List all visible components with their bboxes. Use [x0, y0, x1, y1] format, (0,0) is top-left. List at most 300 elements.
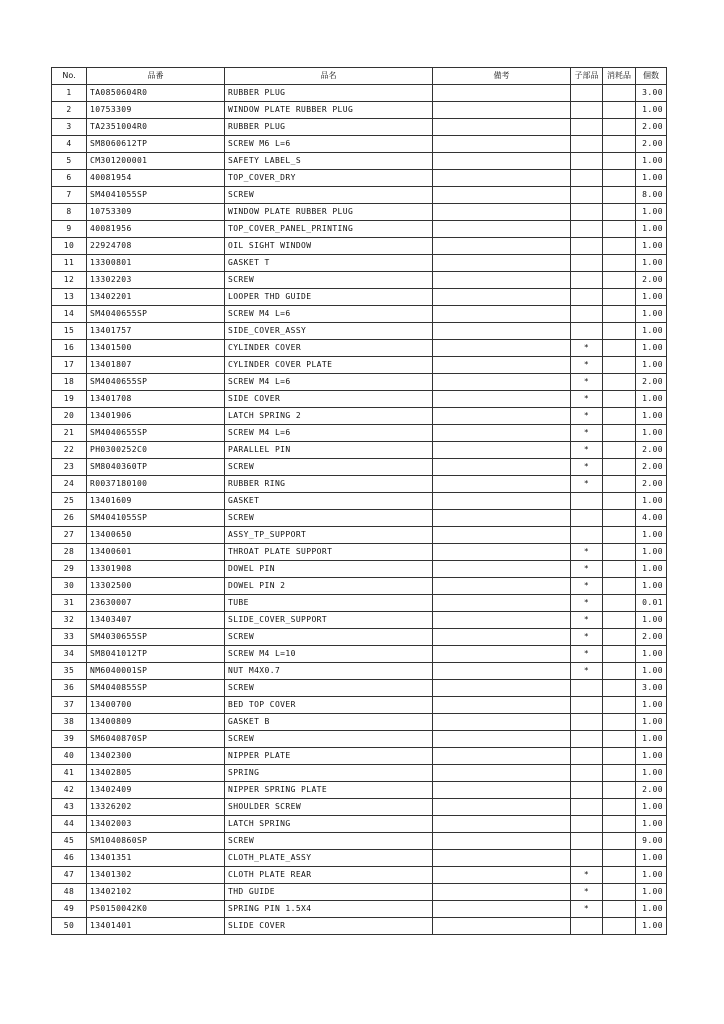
table-row [52, 442, 667, 459]
cell-part-code: SM8041012TP [87, 646, 225, 663]
header-consumable: 消耗品 [603, 68, 636, 85]
cell-remarks [433, 612, 571, 629]
cell-part-code: 13326202 [87, 799, 225, 816]
cell-subpart [571, 765, 603, 782]
cell-consumable [603, 629, 636, 646]
cell-remarks [433, 782, 571, 799]
cell-quantity: 8.00 [636, 187, 667, 204]
table-row [52, 731, 667, 748]
table-row [52, 833, 667, 850]
cell-remarks [433, 544, 571, 561]
cell-quantity: 1.00 [636, 221, 667, 238]
table-row [52, 799, 667, 816]
cell-part-code: 10753309 [87, 204, 225, 221]
table-row [52, 102, 667, 119]
cell-consumable [603, 340, 636, 357]
cell-consumable [603, 323, 636, 340]
cell-part-code: PH0300252C0 [87, 442, 225, 459]
cell-part-name: DOWEL PIN [225, 561, 433, 578]
cell-quantity: 1.00 [636, 170, 667, 187]
table-row [52, 680, 667, 697]
cell-quantity: 1.00 [636, 748, 667, 765]
cell-consumable [603, 680, 636, 697]
cell-part-code: CM301200001 [87, 153, 225, 170]
cell-remarks [433, 680, 571, 697]
table-row [52, 136, 667, 153]
cell-subpart: * [571, 629, 603, 646]
cell-consumable [603, 578, 636, 595]
cell-part-code: 40081954 [87, 170, 225, 187]
cell-remarks [433, 323, 571, 340]
table-row [52, 374, 667, 391]
cell-consumable [603, 799, 636, 816]
cell-quantity: 2.00 [636, 119, 667, 136]
cell-subpart: * [571, 561, 603, 578]
cell-part-code: 13302500 [87, 578, 225, 595]
cell-part-code: SM4040855SP [87, 680, 225, 697]
cell-consumable [603, 289, 636, 306]
cell-subpart [571, 816, 603, 833]
cell-remarks [433, 918, 571, 935]
cell-no: 17 [52, 357, 87, 374]
cell-subpart [571, 238, 603, 255]
cell-part-name: SCREW M4 L=10 [225, 646, 433, 663]
cell-part-code: 13401757 [87, 323, 225, 340]
cell-part-name: RUBBER PLUG [225, 119, 433, 136]
cell-part-name: SHOULDER SCREW [225, 799, 433, 816]
cell-remarks [433, 748, 571, 765]
cell-part-name: THROAT PLATE SUPPORT [225, 544, 433, 561]
cell-remarks [433, 272, 571, 289]
cell-no: 49 [52, 901, 87, 918]
cell-part-code: 13402201 [87, 289, 225, 306]
cell-subpart: * [571, 884, 603, 901]
cell-consumable [603, 663, 636, 680]
cell-subpart [571, 255, 603, 272]
cell-subpart [571, 697, 603, 714]
cell-quantity: 2.00 [636, 272, 667, 289]
cell-subpart: * [571, 408, 603, 425]
table-row [52, 765, 667, 782]
cell-no: 23 [52, 459, 87, 476]
cell-part-name: SLIDE COVER [225, 918, 433, 935]
cell-part-name: SCREW M6 L=6 [225, 136, 433, 153]
table-row [52, 306, 667, 323]
cell-subpart [571, 187, 603, 204]
table-row [52, 510, 667, 527]
cell-consumable [603, 374, 636, 391]
cell-part-code: 13402805 [87, 765, 225, 782]
cell-part-code: SM4040655SP [87, 425, 225, 442]
cell-no: 4 [52, 136, 87, 153]
cell-part-name: SCREW M4 L=6 [225, 374, 433, 391]
cell-no: 24 [52, 476, 87, 493]
cell-no: 28 [52, 544, 87, 561]
cell-subpart [571, 102, 603, 119]
cell-consumable [603, 357, 636, 374]
cell-quantity: 1.00 [636, 765, 667, 782]
cell-no: 29 [52, 561, 87, 578]
cell-quantity: 2.00 [636, 782, 667, 799]
cell-no: 48 [52, 884, 87, 901]
cell-part-name: TUBE [225, 595, 433, 612]
cell-consumable [603, 170, 636, 187]
cell-quantity: 1.00 [636, 238, 667, 255]
cell-part-name: CLOTH_PLATE_ASSY [225, 850, 433, 867]
cell-subpart: * [571, 867, 603, 884]
cell-quantity: 2.00 [636, 459, 667, 476]
cell-subpart [571, 850, 603, 867]
cell-quantity: 2.00 [636, 442, 667, 459]
cell-consumable [603, 136, 636, 153]
table-row [52, 476, 667, 493]
cell-remarks [433, 901, 571, 918]
cell-remarks [433, 629, 571, 646]
cell-remarks [433, 153, 571, 170]
header-subpart: 子部品 [571, 68, 603, 85]
table-row [52, 714, 667, 731]
cell-remarks [433, 306, 571, 323]
table-row [52, 697, 667, 714]
cell-part-code: 13400809 [87, 714, 225, 731]
header-remarks: 備考 [433, 68, 571, 85]
table-row [52, 408, 667, 425]
cell-part-name: SCREW [225, 510, 433, 527]
cell-no: 38 [52, 714, 87, 731]
cell-consumable [603, 187, 636, 204]
cell-no: 22 [52, 442, 87, 459]
cell-subpart [571, 85, 603, 102]
cell-consumable [603, 306, 636, 323]
cell-remarks [433, 731, 571, 748]
cell-consumable [603, 476, 636, 493]
cell-quantity: 1.00 [636, 544, 667, 561]
cell-part-code: SM8040360TP [87, 459, 225, 476]
table-body [52, 85, 667, 935]
cell-part-name: SAFETY LABEL_S [225, 153, 433, 170]
cell-consumable [603, 153, 636, 170]
table-row [52, 85, 667, 102]
cell-subpart [571, 153, 603, 170]
table-row [52, 493, 667, 510]
cell-no: 34 [52, 646, 87, 663]
cell-part-name: GASKET T [225, 255, 433, 272]
cell-consumable [603, 612, 636, 629]
cell-subpart: * [571, 544, 603, 561]
cell-subpart [571, 119, 603, 136]
cell-part-code: 13401807 [87, 357, 225, 374]
cell-remarks [433, 493, 571, 510]
header-no: No. [52, 68, 87, 85]
cell-quantity: 3.00 [636, 680, 667, 697]
table-row [52, 612, 667, 629]
cell-no: 7 [52, 187, 87, 204]
cell-subpart: * [571, 357, 603, 374]
table-row [52, 255, 667, 272]
cell-remarks [433, 85, 571, 102]
table-row [52, 748, 667, 765]
cell-quantity: 1.00 [636, 850, 667, 867]
cell-no: 18 [52, 374, 87, 391]
cell-remarks [433, 391, 571, 408]
cell-part-code: 13401351 [87, 850, 225, 867]
cell-part-name: LOOPER THD GUIDE [225, 289, 433, 306]
cell-consumable [603, 204, 636, 221]
cell-remarks [433, 595, 571, 612]
cell-part-code: SM6040870SP [87, 731, 225, 748]
header-part-code: 品番 [87, 68, 225, 85]
cell-remarks [433, 425, 571, 442]
cell-quantity: 1.00 [636, 561, 667, 578]
parts-list-table [51, 67, 667, 935]
cell-consumable [603, 119, 636, 136]
cell-part-name: SCREW M4 L=6 [225, 425, 433, 442]
cell-remarks [433, 459, 571, 476]
cell-part-code: SM8060612TP [87, 136, 225, 153]
cell-part-name: RUBBER PLUG [225, 85, 433, 102]
cell-part-code: SM4040655SP [87, 306, 225, 323]
cell-no: 39 [52, 731, 87, 748]
cell-remarks [433, 697, 571, 714]
cell-part-code: 13401302 [87, 867, 225, 884]
header-part-name: 品名 [225, 68, 433, 85]
cell-consumable [603, 255, 636, 272]
cell-no: 5 [52, 153, 87, 170]
cell-part-code: SM4040655SP [87, 374, 225, 391]
cell-subpart: * [571, 476, 603, 493]
cell-quantity: 1.00 [636, 408, 667, 425]
cell-subpart: * [571, 425, 603, 442]
cell-no: 43 [52, 799, 87, 816]
cell-quantity: 1.00 [636, 714, 667, 731]
cell-part-code: 13403407 [87, 612, 225, 629]
cell-part-name: CYLINDER COVER PLATE [225, 357, 433, 374]
cell-quantity: 3.00 [636, 85, 667, 102]
cell-remarks [433, 765, 571, 782]
table-row [52, 595, 667, 612]
table-header-row [52, 68, 667, 85]
cell-subpart: * [571, 901, 603, 918]
cell-no: 16 [52, 340, 87, 357]
cell-consumable [603, 493, 636, 510]
cell-part-name: GASKET B [225, 714, 433, 731]
cell-quantity: 1.00 [636, 255, 667, 272]
cell-no: 45 [52, 833, 87, 850]
cell-quantity: 2.00 [636, 629, 667, 646]
table-row [52, 544, 667, 561]
table-row [52, 187, 667, 204]
cell-remarks [433, 255, 571, 272]
cell-remarks [433, 238, 571, 255]
cell-no: 12 [52, 272, 87, 289]
cell-no: 10 [52, 238, 87, 255]
cell-part-name: SCREW M4 L=6 [225, 306, 433, 323]
cell-no: 44 [52, 816, 87, 833]
cell-consumable [603, 459, 636, 476]
cell-consumable [603, 731, 636, 748]
cell-quantity: 1.00 [636, 527, 667, 544]
cell-no: 27 [52, 527, 87, 544]
cell-part-name: ASSY_TP_SUPPORT [225, 527, 433, 544]
cell-part-name: WINDOW PLATE RUBBER PLUG [225, 204, 433, 221]
cell-subpart: * [571, 340, 603, 357]
cell-subpart [571, 289, 603, 306]
cell-part-name: SCREW [225, 187, 433, 204]
cell-remarks [433, 527, 571, 544]
table-row [52, 850, 667, 867]
cell-consumable [603, 391, 636, 408]
cell-consumable [603, 510, 636, 527]
cell-part-name: OIL SIGHT WINDOW [225, 238, 433, 255]
cell-consumable [603, 425, 636, 442]
cell-consumable [603, 714, 636, 731]
table-row [52, 782, 667, 799]
cell-no: 37 [52, 697, 87, 714]
cell-part-code: 13400700 [87, 697, 225, 714]
cell-quantity: 1.00 [636, 816, 667, 833]
table-row [52, 629, 667, 646]
cell-no: 32 [52, 612, 87, 629]
cell-remarks [433, 850, 571, 867]
table-row [52, 561, 667, 578]
cell-part-code: 13401906 [87, 408, 225, 425]
table-row [52, 323, 667, 340]
cell-subpart [571, 833, 603, 850]
cell-remarks [433, 289, 571, 306]
table-row [52, 391, 667, 408]
cell-consumable [603, 646, 636, 663]
cell-quantity: 1.00 [636, 918, 667, 935]
cell-part-code: 10753309 [87, 102, 225, 119]
cell-part-code: SM4041055SP [87, 187, 225, 204]
table-row [52, 238, 667, 255]
cell-no: 35 [52, 663, 87, 680]
cell-subpart [571, 204, 603, 221]
cell-subpart [571, 510, 603, 527]
table-row [52, 901, 667, 918]
cell-part-name: SCREW [225, 459, 433, 476]
table-row [52, 289, 667, 306]
cell-consumable [603, 816, 636, 833]
cell-consumable [603, 408, 636, 425]
cell-no: 25 [52, 493, 87, 510]
cell-consumable [603, 697, 636, 714]
cell-no: 42 [52, 782, 87, 799]
cell-subpart [571, 782, 603, 799]
cell-consumable [603, 272, 636, 289]
cell-quantity: 1.00 [636, 578, 667, 595]
table-row [52, 663, 667, 680]
cell-remarks [433, 561, 571, 578]
cell-quantity: 4.00 [636, 510, 667, 527]
cell-remarks [433, 578, 571, 595]
cell-consumable [603, 884, 636, 901]
cell-part-code: 13302203 [87, 272, 225, 289]
cell-no: 15 [52, 323, 87, 340]
cell-part-code: 13402300 [87, 748, 225, 765]
cell-part-code: 13300801 [87, 255, 225, 272]
cell-part-code: 13400601 [87, 544, 225, 561]
cell-consumable [603, 561, 636, 578]
cell-quantity: 1.00 [636, 153, 667, 170]
cell-quantity: 1.00 [636, 289, 667, 306]
cell-part-name: DOWEL PIN 2 [225, 578, 433, 595]
table-row [52, 119, 667, 136]
cell-part-code: 13401609 [87, 493, 225, 510]
cell-part-code: 22924708 [87, 238, 225, 255]
table-row [52, 816, 667, 833]
cell-part-name: SCREW [225, 680, 433, 697]
cell-consumable [603, 102, 636, 119]
cell-no: 46 [52, 850, 87, 867]
cell-no: 41 [52, 765, 87, 782]
cell-subpart [571, 306, 603, 323]
cell-quantity: 0.01 [636, 595, 667, 612]
cell-no: 36 [52, 680, 87, 697]
cell-no: 1 [52, 85, 87, 102]
table-row [52, 340, 667, 357]
cell-part-code: 13401500 [87, 340, 225, 357]
cell-remarks [433, 663, 571, 680]
cell-quantity: 1.00 [636, 646, 667, 663]
cell-remarks [433, 867, 571, 884]
cell-part-code: NM6040001SP [87, 663, 225, 680]
cell-remarks [433, 170, 571, 187]
table-row [52, 527, 667, 544]
cell-no: 8 [52, 204, 87, 221]
cell-remarks [433, 799, 571, 816]
cell-quantity: 1.00 [636, 340, 667, 357]
cell-part-name: PARALLEL PIN [225, 442, 433, 459]
cell-part-name: WINDOW PLATE RUBBER PLUG [225, 102, 433, 119]
cell-subpart: * [571, 578, 603, 595]
cell-part-code: 13402102 [87, 884, 225, 901]
cell-part-name: SCREW [225, 629, 433, 646]
cell-no: 31 [52, 595, 87, 612]
cell-part-code: TA2351004R0 [87, 119, 225, 136]
cell-quantity: 1.00 [636, 697, 667, 714]
cell-part-code: 13301908 [87, 561, 225, 578]
cell-remarks [433, 374, 571, 391]
cell-quantity: 9.00 [636, 833, 667, 850]
table-row [52, 646, 667, 663]
cell-consumable [603, 850, 636, 867]
cell-quantity: 1.00 [636, 102, 667, 119]
cell-part-name: CLOTH PLATE REAR [225, 867, 433, 884]
cell-no: 47 [52, 867, 87, 884]
cell-consumable [603, 918, 636, 935]
cell-part-name: SIDE COVER [225, 391, 433, 408]
cell-subpart: * [571, 612, 603, 629]
cell-remarks [433, 204, 571, 221]
cell-part-name: THD GUIDE [225, 884, 433, 901]
cell-part-code: 40081956 [87, 221, 225, 238]
cell-quantity: 1.00 [636, 901, 667, 918]
cell-subpart [571, 323, 603, 340]
table-row [52, 867, 667, 884]
cell-no: 40 [52, 748, 87, 765]
cell-consumable [603, 748, 636, 765]
cell-subpart [571, 221, 603, 238]
table-row [52, 918, 667, 935]
cell-part-name: CYLINDER COVER [225, 340, 433, 357]
cell-consumable [603, 527, 636, 544]
cell-part-name: SPRING [225, 765, 433, 782]
cell-part-name: LATCH SPRING 2 [225, 408, 433, 425]
cell-part-name: SCREW [225, 731, 433, 748]
cell-part-code: 13402003 [87, 816, 225, 833]
cell-no: 50 [52, 918, 87, 935]
